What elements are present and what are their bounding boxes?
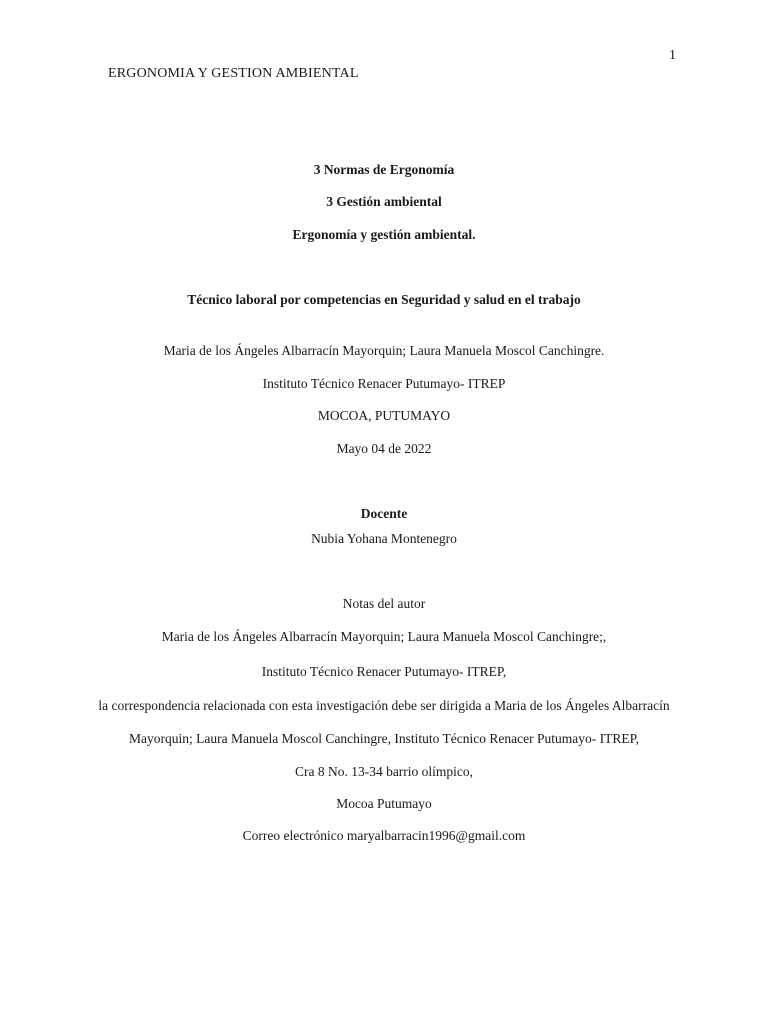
program-title: Técnico laboral por competencias en Seguridad y salud en el trabajo [187,292,581,307]
address: Cra 8 No. 13-34 barrio olímpico, [294,764,474,779]
correspondence-line-2: Mayorquin; Laura Manuela Moscol Canchingre, Instituto Técnico Renacer Putumayo- ITREP, [128,731,639,746]
institution: Instituto Técnico Renacer Putumayo- ITREP [262,376,506,391]
title-line-2: 3 Gestión ambiental [326,194,442,209]
author-note-names: Maria de los Ángeles Albarracín Mayorquin; Laura Manuela Moscol Canchingre;, [161,629,607,644]
author-names: Maria de los Ángeles Albarracín Mayorquin; Laura Manuela Moscol Canchingre. [163,343,605,358]
author-note-institution: Instituto Técnico Renacer Putumayo- ITREP, [261,664,507,679]
page-number: 1 [669,48,676,63]
running-head: ERGONOMIA Y GESTION AMBIENTAL [108,66,359,81]
date: Mayo 04 de 2022 [336,441,432,456]
title-line-3: Ergonomía y gestión ambiental. [292,227,476,242]
author-note-heading: Notas del autor [342,596,426,611]
correspondence-line-1: la correspondencia relacionada con esta investigación debe ser dirigida a Maria de los Ángeles Albarracín [98,698,670,713]
email: Correo electrónico maryalbarracin1996@gmail.com [242,828,526,843]
teacher-name: Nubia Yohana Montenegro [311,531,457,546]
city: Mocoa Putumayo [336,796,432,811]
location: MOCOA, PUTUMAYO [317,408,451,423]
title-line-1: 3 Normas de Ergonomía [313,162,455,177]
teacher-heading: Docente [360,506,408,521]
